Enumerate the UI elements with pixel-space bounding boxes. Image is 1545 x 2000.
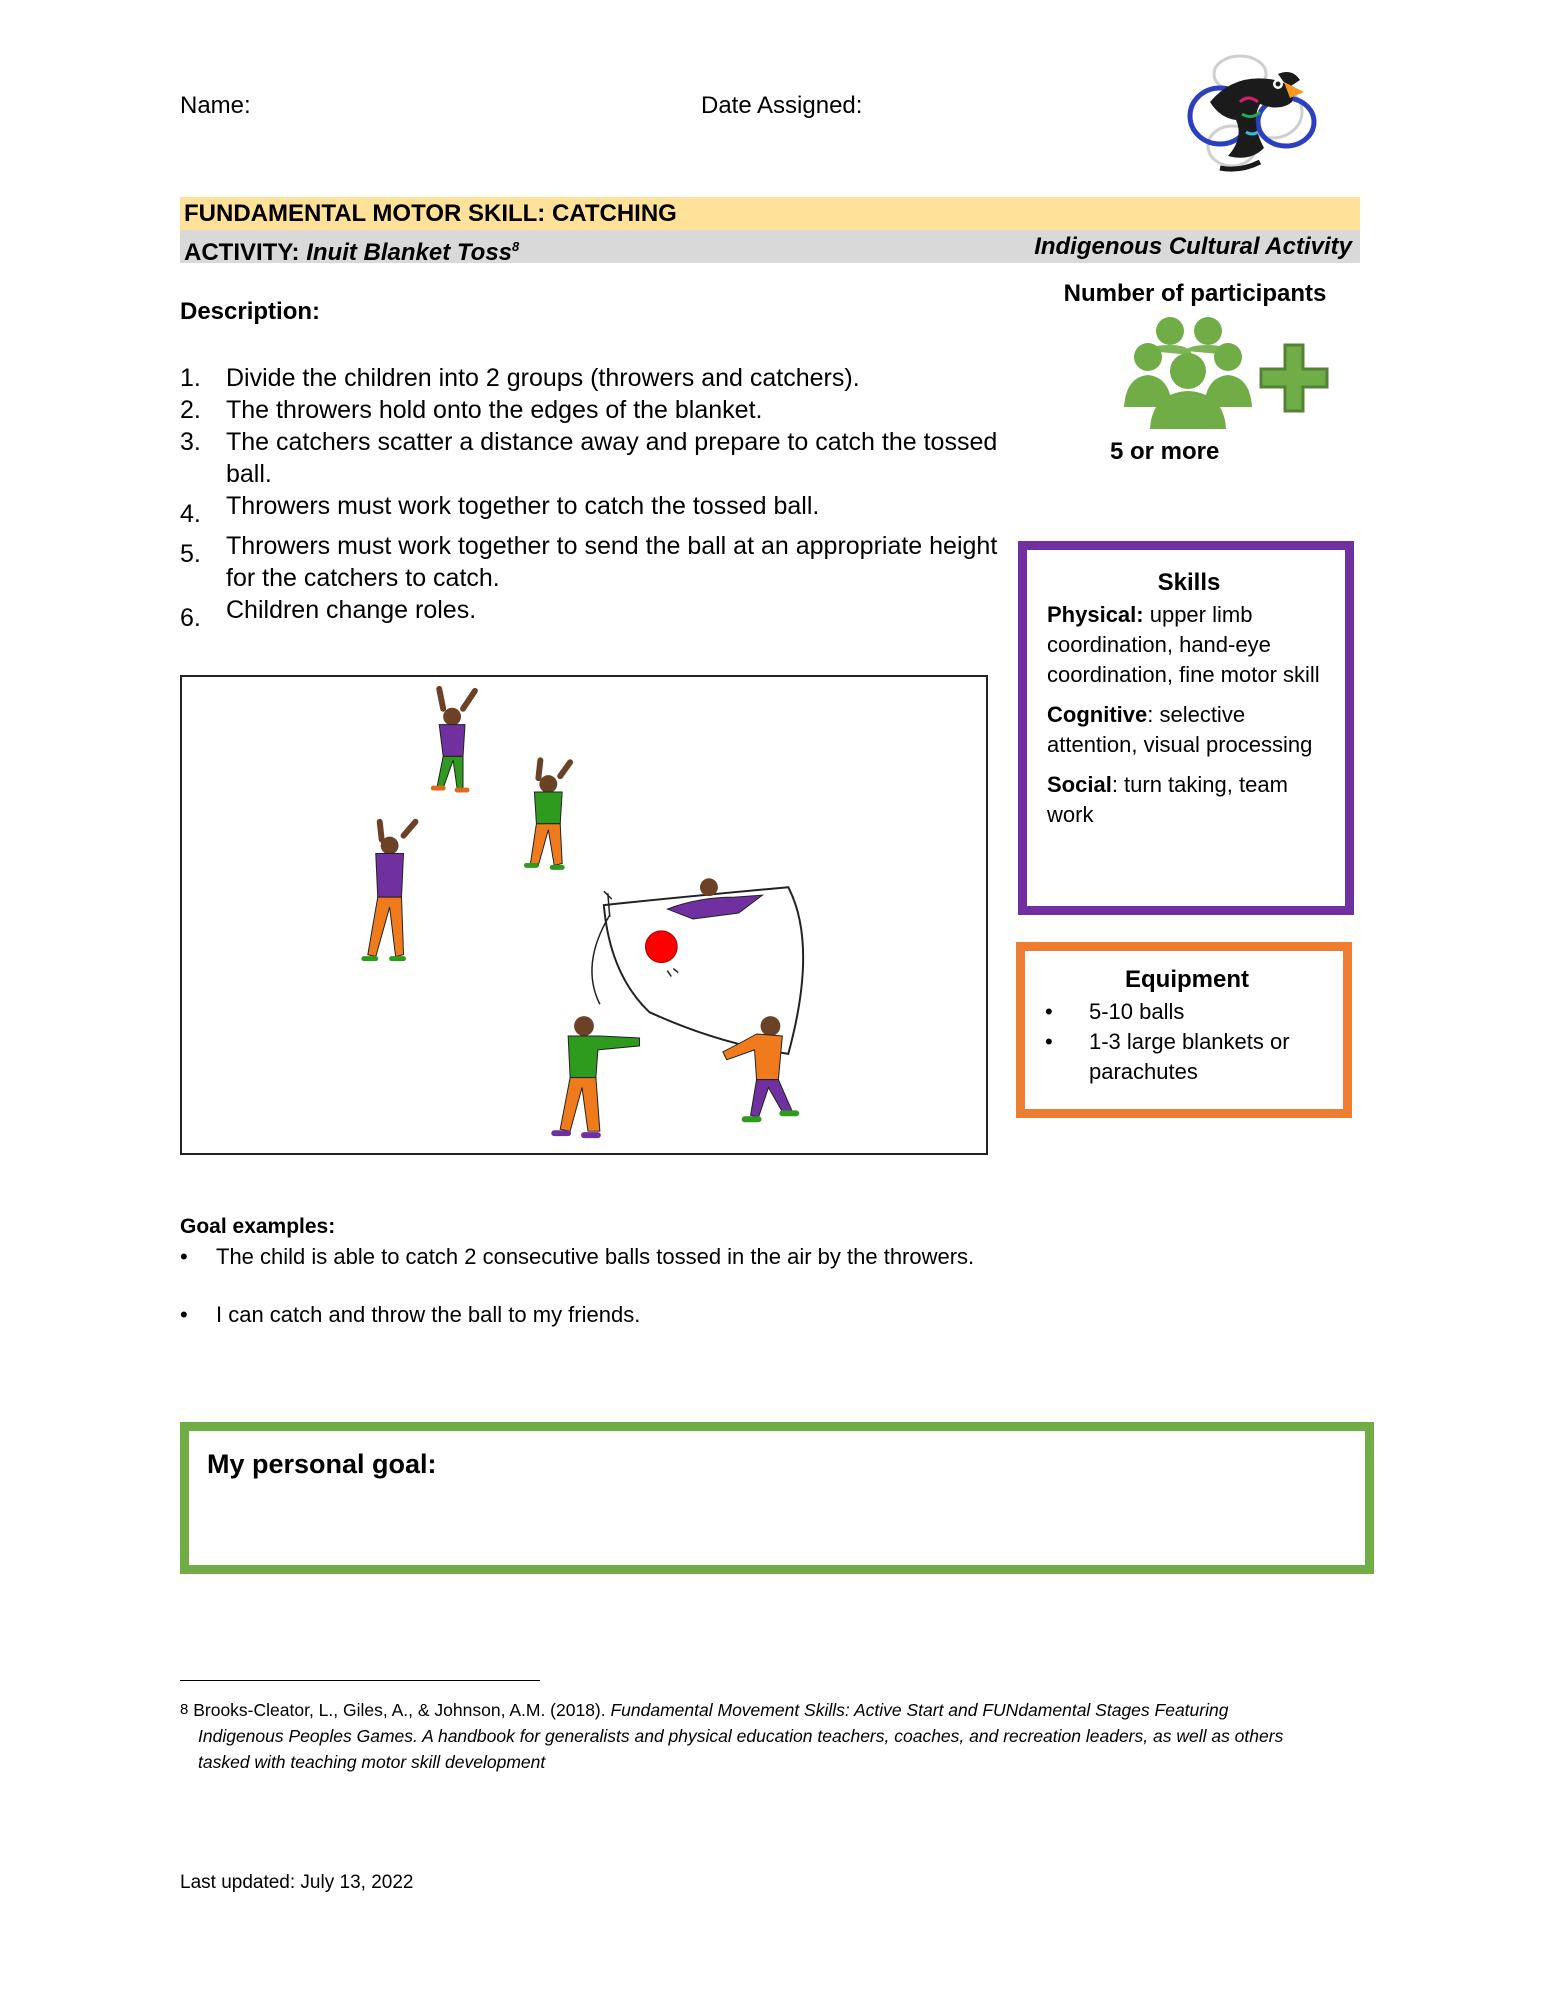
step-number: 3. xyxy=(180,428,201,456)
activity-footnote-ref: 8 xyxy=(512,239,520,254)
skills-box xyxy=(1018,541,1354,915)
step-number: 1. xyxy=(180,364,201,392)
bullet-icon: • xyxy=(1045,1029,1053,1054)
goal-example-item xyxy=(180,1244,974,1270)
step-text: Throwers must work together to send the ball at an appropriate height for the catchers to catch. xyxy=(226,532,998,592)
activity-label: ACTIVITY: xyxy=(184,239,300,266)
description-step xyxy=(180,490,1020,530)
cognitive-label: Cognitive xyxy=(1047,702,1148,727)
footnote-authors: Brooks-Cleator, L., Giles, A., & Johnson, A.M. (2018). xyxy=(188,1700,611,1720)
indigenous-logo-icon xyxy=(1180,52,1330,180)
step-number: 6. xyxy=(180,604,201,632)
step-text: Children change roles. xyxy=(226,596,477,624)
personal-goal-label: My personal goal: xyxy=(207,1449,437,1479)
social-label: Social xyxy=(1047,772,1112,797)
footnote-number: 8 xyxy=(180,1701,189,1718)
description-steps xyxy=(180,362,1020,634)
equipment-item xyxy=(1045,997,1329,1027)
cognitive-skills xyxy=(1047,700,1331,760)
step-number: 4. xyxy=(180,500,201,528)
catcher-figure xyxy=(364,822,416,959)
activity-name: Inuit Blanket Toss xyxy=(306,239,513,266)
social-text: : turn taking, team work xyxy=(1047,772,1288,827)
description-step xyxy=(180,426,1020,490)
footnote-title-continued: Indigenous Peoples Games. A handbook for generalists and physical education teachers, coaches, and recreation leaders, as well as others xyxy=(198,1726,1284,1746)
skills-title: Skills xyxy=(1157,569,1221,596)
personal-goal-box[interactable] xyxy=(180,1422,1374,1574)
equipment-item-text: 5-10 balls xyxy=(1089,999,1185,1024)
name-label: Name: xyxy=(180,92,251,119)
catcher-figure xyxy=(526,760,570,867)
goal-example-text: The child is able to catch 2 consecutive balls tossed in the air by the throwers. xyxy=(216,1244,975,1269)
step-text: Throwers must work together to catch the tossed ball. xyxy=(226,492,820,520)
physical-label: Physical: xyxy=(1047,602,1144,627)
blanket-toss-illustration xyxy=(180,675,988,1155)
motor-skill-heading: FUNDAMENTAL MOTOR SKILL: CATCHING xyxy=(180,197,1360,230)
description-step xyxy=(180,594,1020,634)
goal-example-item xyxy=(180,1302,640,1328)
physical-skills xyxy=(1047,600,1331,690)
description-step xyxy=(180,394,1020,426)
group-plus-icon xyxy=(1120,315,1340,430)
footnote-divider xyxy=(180,1680,540,1681)
step-number: 5. xyxy=(180,540,201,568)
cognitive-text: : selective attention, visual processing xyxy=(1047,702,1313,757)
step-text: Divide the children into 2 groups (throwers and catchers). xyxy=(226,364,860,392)
participants-title: Number of participants xyxy=(1063,280,1327,307)
activity-heading xyxy=(180,230,1360,266)
footnote-line-1 xyxy=(180,1697,1350,1723)
footnote-title: Fundamental Movement Skills: Active Start and FUNdamental Stages Featuring xyxy=(610,1700,1229,1720)
step-number: 2. xyxy=(180,396,201,424)
description-step xyxy=(180,362,1020,394)
physical-text: upper limb coordination, hand-eye coordination, fine motor skill xyxy=(1047,602,1320,687)
date-assigned-label: Date Assigned: xyxy=(701,92,863,119)
equipment-box xyxy=(1016,942,1352,1118)
description-title: Description: xyxy=(180,298,321,325)
bullet-icon: • xyxy=(1045,999,1053,1024)
activity-category: Indigenous Cultural Activity xyxy=(1034,233,1352,260)
footnote xyxy=(180,1697,1350,1775)
footnote-title-continued: tasked with teaching motor skill development xyxy=(198,1752,546,1772)
last-updated: Last updated: July 13, 2022 xyxy=(180,1872,414,1893)
step-text: The catchers scatter a distance away and prepare to catch the tossed ball. xyxy=(226,428,998,488)
goal-examples-title: Goal examples: xyxy=(180,1215,336,1238)
equipment-item xyxy=(1045,1027,1329,1087)
social-skills xyxy=(1047,770,1331,830)
equipment-item-text: 1-3 large blankets or parachutes xyxy=(1089,1029,1290,1084)
catcher-figure xyxy=(433,689,475,790)
participants-count: 5 or more xyxy=(1110,438,1220,465)
bullet-icon: • xyxy=(180,1244,188,1269)
goal-example-text: I can catch and throw the ball to my friends. xyxy=(216,1302,641,1327)
thrower-figure xyxy=(554,1016,639,1135)
equipment-title: Equipment xyxy=(1125,966,1249,993)
bullet-icon: • xyxy=(180,1302,188,1327)
equipment-list xyxy=(1045,997,1329,1087)
description-step xyxy=(180,530,1020,594)
step-text: The throwers hold onto the edges of the blanket. xyxy=(226,396,763,424)
